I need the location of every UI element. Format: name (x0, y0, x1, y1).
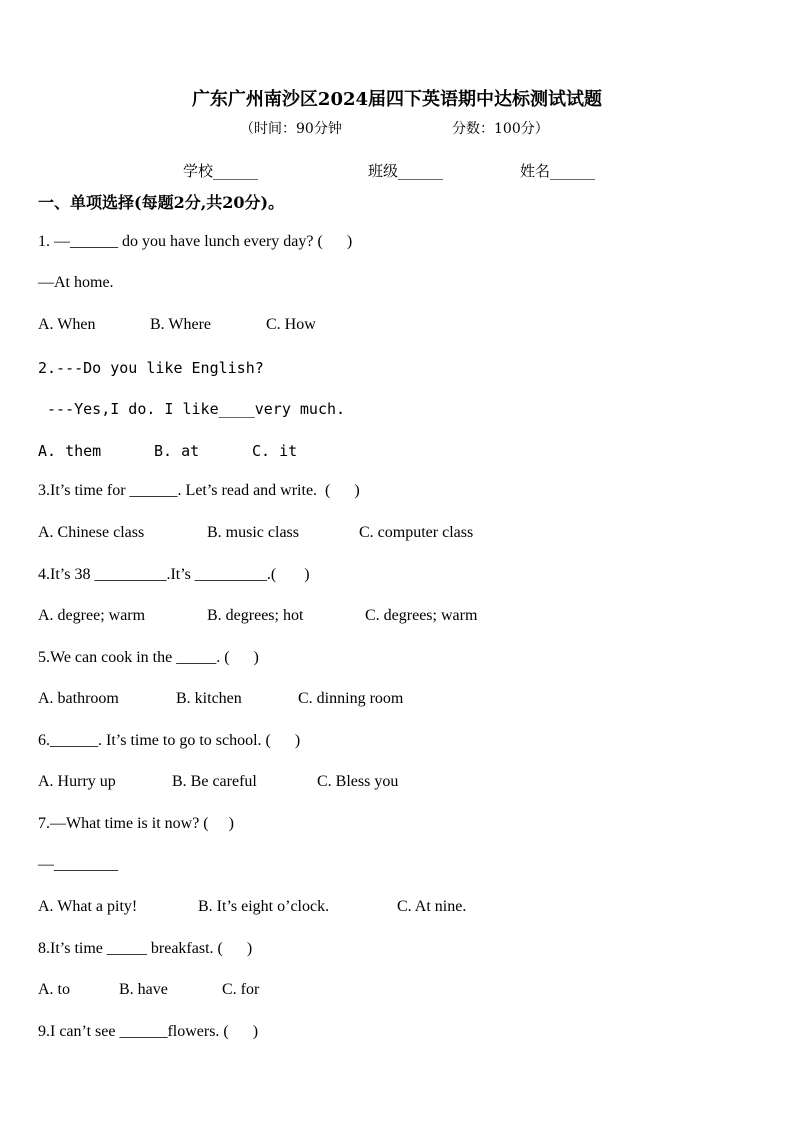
question-dialogue: —At home. (38, 274, 114, 291)
option-b: B. at (154, 442, 200, 460)
option-c: C. computer class (359, 524, 474, 541)
question-stem: 5.We can cook in the _____. ( ) (38, 649, 259, 666)
question-stem: 6.______. It’s time to go to school. ( ) (38, 732, 301, 749)
question-dialogue: —________ (38, 856, 118, 873)
question-stem: 1. —______ do you have lunch every day? ( ) (38, 233, 353, 250)
question-stem: 7.—What time is it now? ( ) (38, 815, 234, 832)
name-field: 姓名______ (520, 162, 596, 180)
option-c: C. it (252, 442, 298, 460)
school-field: 学校______ (183, 162, 259, 180)
section-heading: 一、单项选择(每题2分,共20分)。 (38, 193, 285, 212)
option-c: C. degrees; warm (365, 607, 478, 624)
option-b: B. music class (207, 524, 299, 541)
option-c: C. Bless you (317, 773, 399, 790)
option-a: A. Chinese class (38, 524, 145, 541)
question-stem: 4.It’s 38 _________.It’s _________.( ) (38, 566, 310, 583)
option-c: C. dinning room (298, 690, 404, 707)
score-info: 分数：100分） (452, 121, 549, 137)
question-stem: 8.It’s time _____ breakfast. ( ) (38, 940, 253, 957)
option-b: B. Where (150, 316, 212, 333)
question-stem: 2.---Do you like English? (38, 359, 264, 377)
option-a: A. When (38, 316, 96, 333)
option-a: A. them (38, 442, 102, 460)
question-stem: 3.It’s time for ______. Let’s read and write. ( ) (38, 482, 360, 499)
option-b: B. have (119, 981, 168, 998)
class-field: 班级______ (368, 162, 444, 180)
option-a: A. Hurry up (38, 773, 116, 790)
option-a: A. What a pity! (38, 898, 138, 915)
option-a: A. bathroom (38, 690, 119, 707)
option-b: B. kitchen (176, 690, 242, 707)
question-stem: 9.I can’t see ______flowers. ( ) (38, 1023, 259, 1040)
option-b: B. It’s eight o’clock. (198, 898, 330, 915)
option-a: A. degree; warm (38, 607, 146, 624)
option-b: B. degrees; hot (207, 607, 304, 624)
option-c: C. At nine. (397, 898, 467, 915)
question-dialogue: ---Yes,I do. I like____very much. (38, 400, 346, 418)
exam-title: 广东广州南沙区2024届四下英语期中达标测试试题 (191, 89, 603, 110)
option-c: C. for (222, 981, 260, 998)
option-b: B. Be careful (172, 773, 257, 790)
option-c: C. How (266, 316, 316, 333)
time-info: （时间：90分钟 (240, 121, 342, 137)
option-a: A. to (38, 981, 70, 998)
